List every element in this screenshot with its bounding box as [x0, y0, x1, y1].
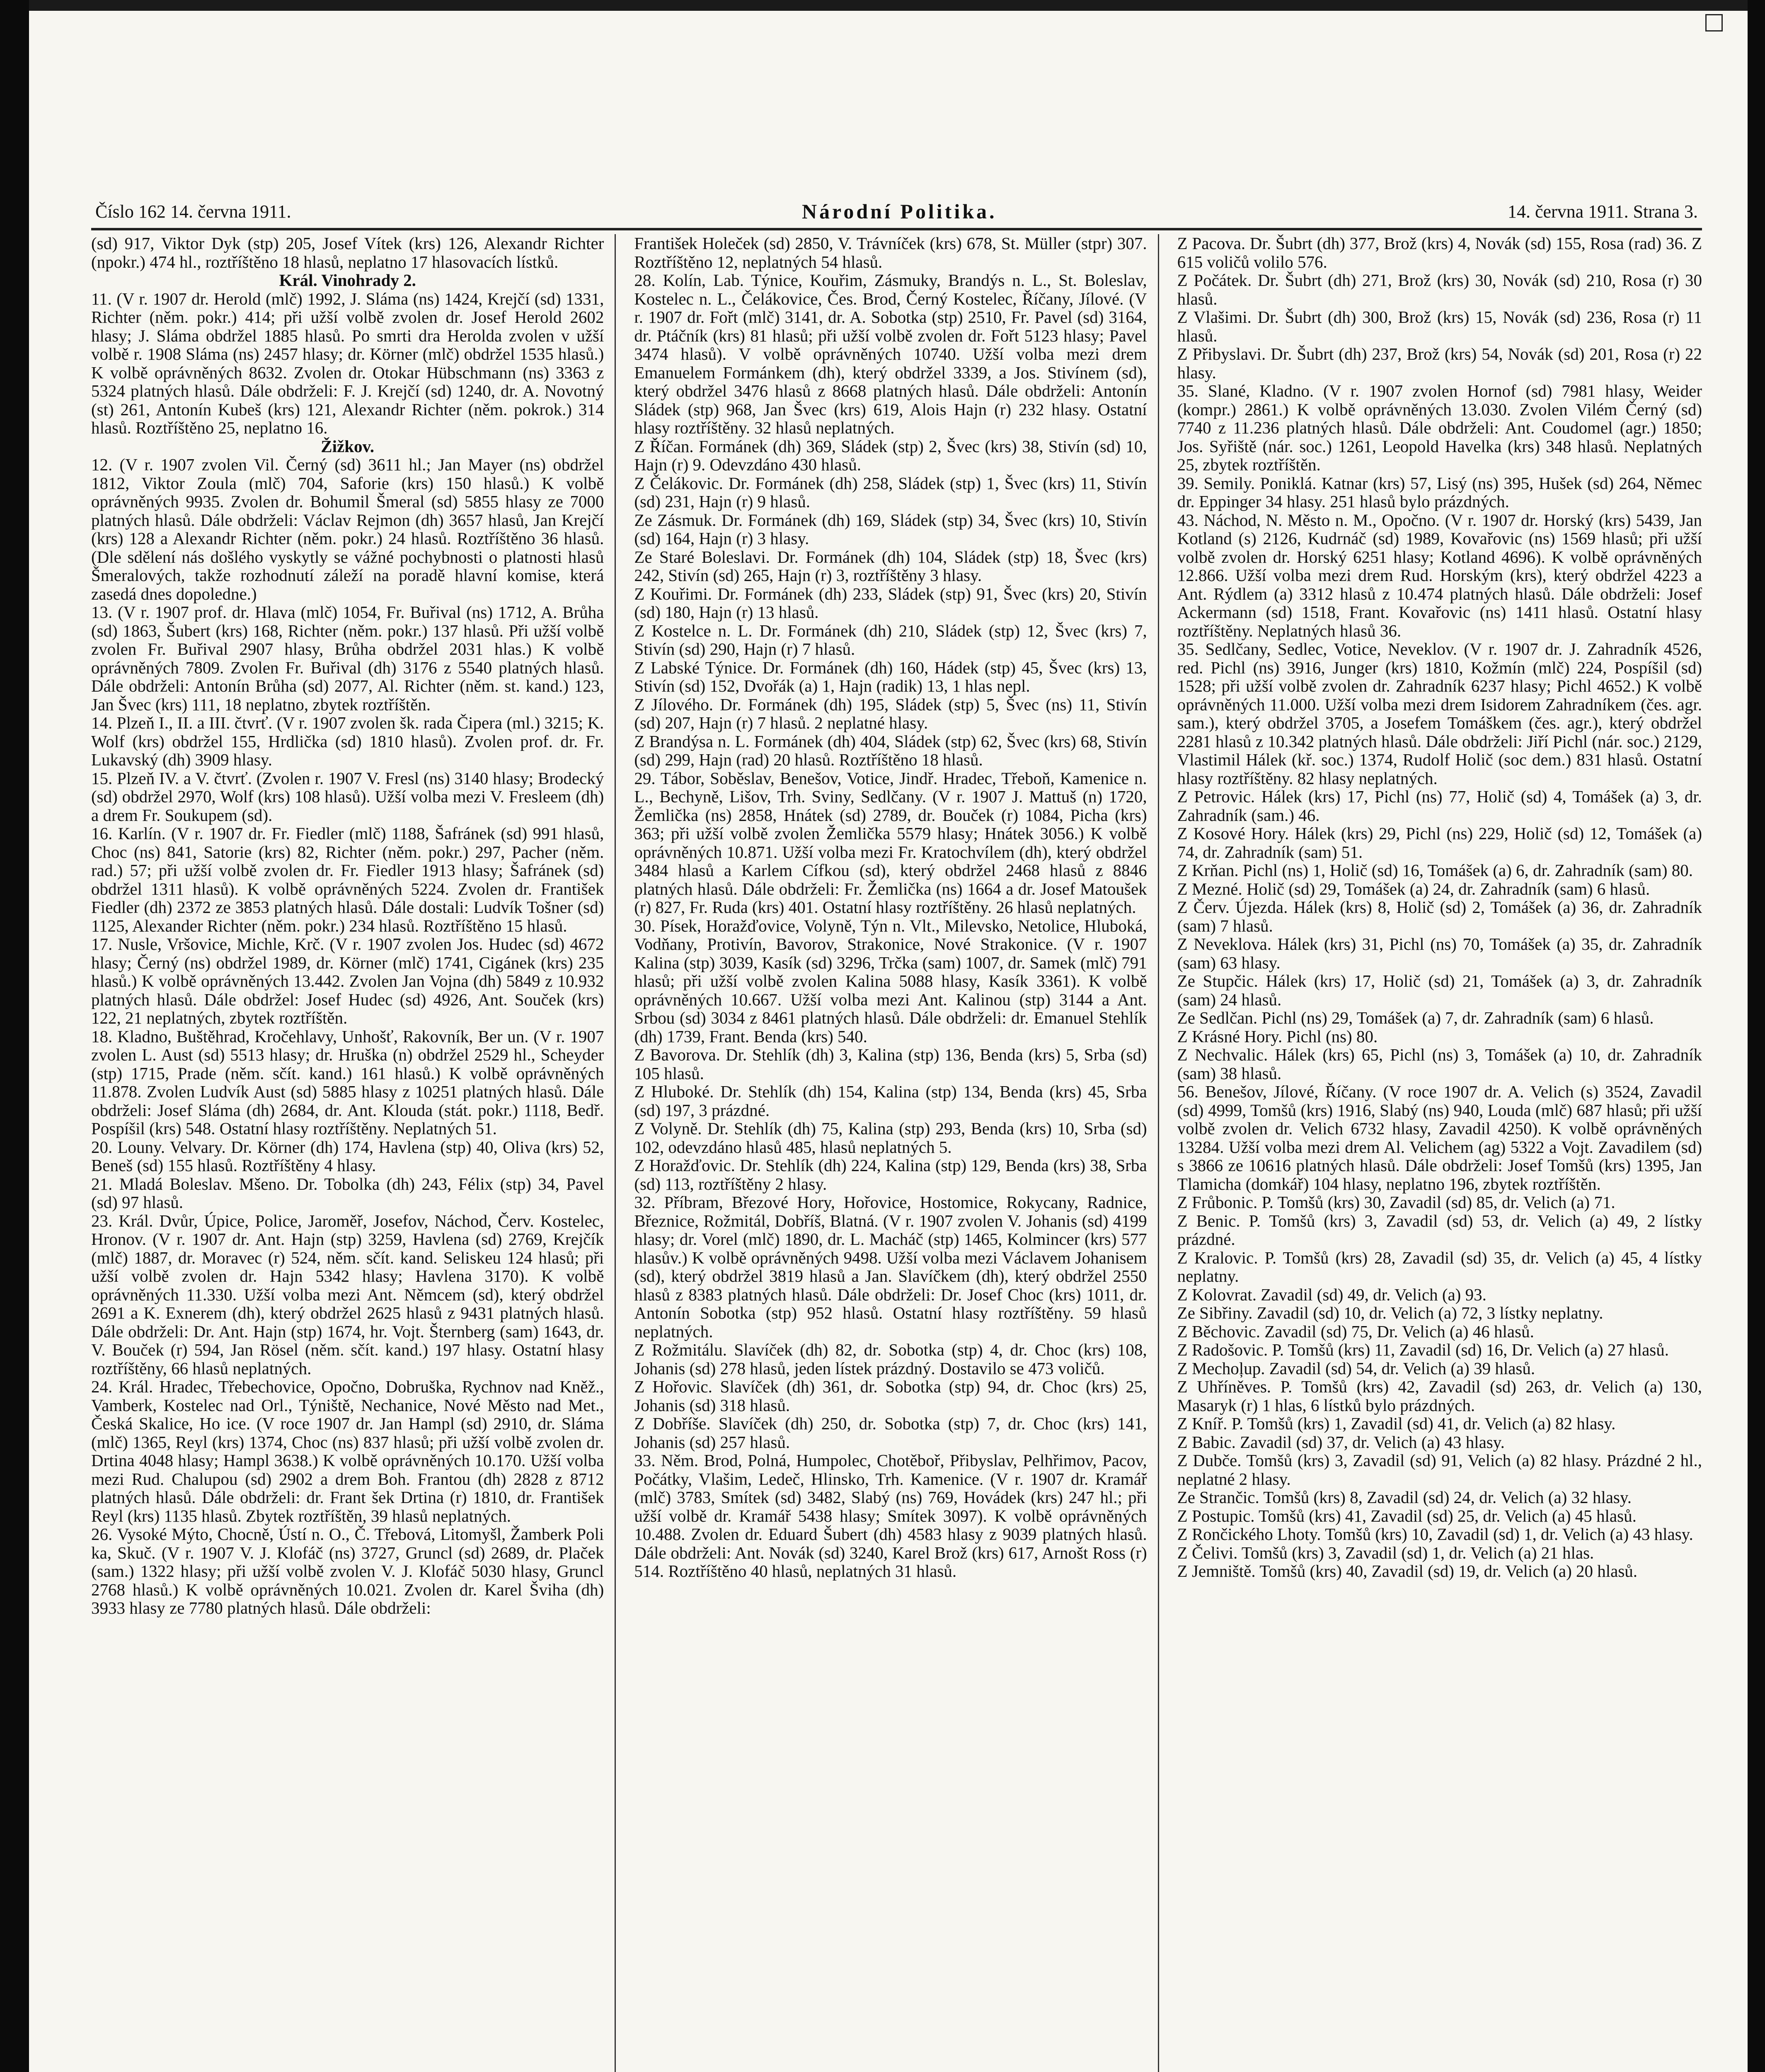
article-paragraph: 35. Slané, Kladno. (V r. 1907 zvolen Hornof (sd) 7981 hlasy, Weider (kompr.) 2861.) K volbě oprávněných 13.030. Zvolen Vilém Černý (sd) 7740 z 11.236 platných hlasů. Dále obdrželi: Ant. Coudomel (agr.) 1850; Jos. Syřiště (nár. soc.) 1261, Leopold Havelka (krs) 348 hlasů. Neplatných 25, zbytek roztříštěn. — [1177, 381, 1707, 474]
article-paragraph: Ze Zásmuk. Dr. Formánek (dh) 169, Sládek (stp) 34, Švec (krs) 10, Stivín (sd) 164, Hajn (r) 3 hlasy. — [634, 510, 1151, 548]
column-3 — [1177, 234, 1707, 2072]
article-paragraph: Z Kníř. P. Tomšů (krs) 1, Zavadil (sd) 41, dr. Velich (a) 82 hlasy. — [1177, 1414, 1616, 1433]
article-paragraph: Z Petrovic. Hálek (krs) 17, Pichl (ns) 77, Holič (sd) 4, Tomášek (a) 3, dr. Zahradník (sam.) 46. — [1177, 787, 1707, 825]
header-page-number: 14. června 1911. Strana 3. — [1507, 201, 1698, 222]
article-paragraph: Z Radošovic. P. Tomšů (krs) 11, Zavadil (sd) 16, Dr. Velich (a) 27 hlasů. — [1177, 1340, 1669, 1359]
article-paragraph: Z Mechoļup. Zavadil (sd) 54, dr. Velich (a) 39 hlasů. — [1177, 1358, 1535, 1378]
article-paragraph: 29. Tábor, Soběslav, Benešov, Votice, Jindř. Hradec, Třeboň, Kamenice n. L., Bechyně, Lišov, Trh. Sviny, Sedlčany. (V r. 1907 J. Mattuš (n) 1720, Žemlička (ns) 2858, Hnátek (sd) 2789, dr. Bouček (r) 1084, Picha (krs) 363; při užší volbě zvolen Žemlička 5579 hlasy; Hnátek 3056.) K volbě oprávněných 10.871. Užší volba mezi Fr. Kratochvílem (dh), který obdržel 3484 hlasů a Karlem Cífkou (sd), který obdržel 2468 hlasů z 8846 platných hlasů. Dále obdrželi: Fr. Žemlička (ns) 1664 a dr. Josef Matoušek (r) 827, Fr. Ruda (krs) 401. Ostatní hlasy roztříštěny. 26 hlasů neplatných. — [634, 768, 1151, 917]
section-heading: Žižkov. — [321, 436, 375, 456]
article-paragraph: 18. Kladno, Buštěhrad, Kročehlavy, Unhošť, Rakovník, Ber un. (V r. 1907 zvolen L. Aust (sd) 5513 hlasy; dr. Hruška (n) obdržel 2529 hl., Scheyder (stp) 1715, Prade (něm. sčít. kand.) 161 hlasů.) K volbě oprávněných 11.878. Zvolen Ludvík Aust (sd) 5885 hlasy z 10251 platných hlasů. Dále obdrželi: Josef Sláma (dh) 2684, dr. Ant. Klouda (stát. pokr.) 1118, Bedř. Pospíšil (krs) 548. Ostatní hlasy roztříštěny. Neplatných 51. — [91, 1026, 608, 1138]
article-paragraph: Z Rončického Lhoty. Tomšů (krs) 10, Zavadil (sd) 1, dr. Velich (a) 43 hlasy. — [1177, 1525, 1693, 1544]
page-header — [95, 195, 1698, 228]
article-paragraph: 30. Písek, Horažďovice, Volyně, Týn n. Vlt., Milevsko, Netolice, Hluboká, Vodňany, Protivín, Bavorov, Strakonice, Nové Strakonice. (V r. 1907 Kalina (stp) 3039, Kasík (sd) 3296, Trčka (sam) 1007, dr. Samek (mlč) 791 hlasů; při užší volbě zvolen Kalina 5088 hlasy, Kasík 3361). K volbě oprávněných 10.667. Užší volba mezi Ant. Kalinou (stp) 3144 a Ant. Srbou (sd) 3034 z 8461 platných hlasů. Dále obdrželi: dr. Emanuel Stehlík (dh) 1739, Frant. Benda (krs) 540. — [634, 916, 1151, 1046]
article-paragraph: 13. (V r. 1907 prof. dr. Hlava (mlč) 1054, Fr. Buřival (ns) 1712, A. Brůha (sd) 1863, Šubert (krs) 168, Richter (něm. pokr.) 137 hlasů. Při užší volbě zvolen Fr. Buřival 2907 hlasy, Brůha obdržel 2031 hlas.) K volbě oprávněných 7809. Zvolen Fr. Buřival (dh) 3176 z 5540 platných hlasů. Dále obdrželi: Antonín Brůha (sd) 2077, Al. Richter (něm. st. kand.) 123, Jan Švec (krs) 111, 18 neplatno, zbytek roztříštěn. — [91, 603, 608, 714]
article-paragraph: 24. Král. Hradec, Třebechovice, Opočno, Dobruška, Rychnov nad Kněž., Vamberk, Kostelec nad Orl., Týniště, Nechanice, Nové Město nad Met., Česká Skalice, Ho ice. (V roce 1907 dr. Jan Hampl (sd) 2910, dr. Sláma (mlč) 1365, Reyl (krs) 1374, Choc (ns) 837 hlasů; při užší volbě zvolen dr. Drtina 4048 hlasy; Hampl 3638.) K volbě oprávněných 10.170. Užší volba mezi Rud. Chalupou (sd) 2902 a drem Boh. Frantou (dh) 2828 z 8712 platných hlasů. Dále obdrželi: dr. Frant šek Drtina (r) 1810, dr. František Reyl (krs) 1135 hlasů. Zbytek roztříštěn, 39 hlasů neplatných. — [91, 1377, 608, 1525]
article-paragraph: 33. Něm. Brod, Polná, Humpolec, Chotěboř, Přibyslav, Pelhřimov, Pacov, Počátky, Vlašim, Ledeč, Hlinsko, Trh. Kamenice. (V r. 1907 dr. Kramář (mlč) 3783, Smítek (sd) 3482, Slabý (ns) 769, Hovádek (krs) 247 hl.; při užší volbě dr. Kramář 5438 hlasy; Smítek 3097). K volbě oprávněných 10.488. Zvolen dr. Eduard Šubert (dh) 4583 hlasy z 9039 platných hlasů. Dále obdrželi: Ant. Novák (sd) 3240, Karel Brož (krs) 617, Arnošt Ross (r) 514. Roztříštěno 40 hlasů, neplatných 31 hlasů. — [634, 1451, 1151, 1581]
article-paragraph: Z Uhříněves. P. Tomšů (krs) 42, Zavadil (sd) 263, dr. Velich (a) 130, Masaryk (r) 1 hlas, 6 lístků bylo prázdných. — [1177, 1377, 1707, 1415]
article-paragraph: Z Bavorova. Dr. Stehlík (dh) 3, Kalina (stp) 136, Benda (krs) 5, Srba (sd) 105 hlasů. — [634, 1045, 1151, 1083]
article-paragraph: 35. Sedlčany, Sedlec, Votice, Neveklov. (V r. 1907 dr. J. Zahradník 4526, red. Pichl (ns) 3916, Junger (krs) 1810, Kožmín (mlč) 224, Pospíšil (sd) 1528; při užší volbě zvolen dr. Zahradník 6237 hlasy; Pichl 4652.) K volbě oprávněných 11.000. Užší volba mezi drem Isidorem Zahradníkem (čes. agr. sam.), který obdržel 3705, a Josefem Tomáškem (čes. agr.), který obdržel 2281 hlasů z 10.342 platných hlasů. Dále obdrželi: Jiří Pichl (nár. soc.) 2129, Vlastimil Hálek (kř. soc.) 1374, Rudolf Holič (soc dem.) 831 hlasů. Ostatní hlasy roztříštěny. 82 hlasy neplatných. — [1177, 639, 1707, 788]
section-heading: Král. Vinohrady 2. — [279, 271, 416, 290]
text-columns — [91, 234, 1707, 2072]
article-paragraph: Ze Stupčic. Hálek (krs) 17, Holič (sd) 21, Tomášek (a) 3, dr. Zahradník (sam) 24 hlasů. — [1177, 971, 1707, 1009]
article-paragraph: 17. Nusle, Vršovice, Michle, Krč. (V r. 1907 zvolen Jos. Hudec (sd) 4672 hlasy; Černý (ns) obdržel 1989, dr. Körner (mlč) 1741, Cigánek (krs) 235 hlasů.) K volbě oprávněných 13.442. Zvolen Jan Vojna (dh) 5849 z 10.932 platných hlasů. Dále obdržel: Josef Hudec (sd) 4926, Ant. Souček (krs) 122, 21 neplatných, zbytek roztříštěn. — [91, 934, 608, 1027]
article-paragraph: Z Krňan. Pichl (ns) 1, Holič (sd) 16, Tomášek (a) 6, dr. Zahradník (sam) 80. — [1177, 861, 1693, 880]
article-paragraph: Z Červ. Újezda. Hálek (krs) 8, Holič (sd) 2, Tomášek (a) 36, dr. Zahradník (sam) 7 hlasů. — [1177, 898, 1707, 935]
article-paragraph: Z Říčan. Formánek (dh) 369, Sládek (stp) 2, Švec (krs) 38, Stivín (sd) 10, Hajn (r) 9. Odevzdáno 430 hlasů. — [634, 436, 1151, 474]
article-paragraph: Z Běchovic. Zavadil (sd) 75, Dr. Velich (a) 46 hlasů. — [1177, 1322, 1534, 1341]
article-paragraph: Z Vlašimi. Dr. Šubrt (dh) 300, Brož (krs) 15, Novák (sd) 236, Rosa (r) 11 hlasů. — [1177, 307, 1707, 345]
article-paragraph: Z Benic. P. Tomšů (krs) 3, Zavadil (sd) 53, dr. Velich (a) 49, 2 lístky prázdné. — [1177, 1211, 1707, 1249]
article-paragraph: Z Pacova. Dr. Šubrt (dh) 377, Brož (krs) 4, Novák (sd) 155, Rosa (rad) 36. Z 615 voličů volilo 576. — [1177, 234, 1707, 271]
article-paragraph: 32. Příbram, Březové Hory, Hořovice, Hostomice, Rokycany, Radnice, Březnice, Rožmitál, Dobříš, Blatná. (V r. 1907 zvolen V. Johanis (sd) 4199 hlasy; dr. Vorel (mlč) 1890, dr. L. Macháč (stp) 1465, Kolmincer (krs) 577 hlasův.) K volbě oprávněných 9498. Užší volba mezi Václavem Johanisem (sd), který obdržel 3819 hlasů a Jan. Slavíčkem (dh), který obdržel 2550 hlasů z 8383 platných hlasů. Dále obdrželi: Dr. Josef Choc (krs) 1011, dr. Antonín Sobotka (stp) 952 hlasů. Ostatní hlasy roztříštěny. 59 hlasů neplatných. — [634, 1193, 1151, 1341]
article-paragraph: 56. Benešov, Jílové, Říčany. (V roce 1907 dr. A. Velich (s) 3524, Zavadil (sd) 4999, Tomšů (krs) 1916, Slabý (ns) 940, Louda (mlč) 687 hlasů; při užší volbě zvolen dr. Velich 6732 hlasy, Zavadil 4250). K volbě oprávněných 13284. Užší volba mezi drem Al. Velichem (ag) 5322 a Vojt. Zavadilem (sd) s 3866 ze 10616 platných hlasů. Dále obdrželi: Josef Tomšů (krs) 1395, Jan Tlamicha (domkář) 104 hlasy, neplatno 196, zbytek roztříštěn. — [1177, 1082, 1707, 1193]
article-paragraph: 15. Plzeň IV. a V. čtvrť. (Zvolen r. 1907 V. Fresl (ns) 3140 hlasy; Brodecký (sd) obdržel 2970, Wolf (krs) 108 hlasů). Užší volba mezi V. Fresleem (dh) a drem Fr. Soukupem (sd). — [91, 768, 608, 825]
article-paragraph: František Holeček (sd) 2850, V. Trávníček (krs) 678, St. Müller (stpr) 307. Roztříštěno 12, neplatných 54 hlasů. — [634, 234, 1151, 271]
article-paragraph: 20. Louny. Velvary. Dr. Körner (dh) 174, Havlena (stp) 40, Oliva (krs) 52, Beneš (sd) 155 hlasů. Roztříštěny 4 hlasy. — [91, 1137, 608, 1175]
article-paragraph: Z Mezné. Holič (sd) 29, Tomášek (a) 24, dr. Zahradník (sam) 6 hlasů. — [1177, 879, 1650, 898]
article-paragraph: Z Volyně. Dr. Stehlík (dh) 75, Kalina (stp) 293, Benda (krs) 10, Srba (sd) 102, odevzdáno hlasů 485, hlasů neplatných 5. — [634, 1119, 1151, 1157]
article-paragraph: 39. Semily. Poniklá. Katnar (krs) 57, Lisý (ns) 395, Hušek (sd) 264, Němec dr. Eppinger 34 hlasy. 251 hlasů bylo prázdných. — [1177, 473, 1707, 511]
article-paragraph: Z Jemniště. Tomšů (krs) 40, Zavadil (sd) 19, dr. Velich (a) 20 hlasů. — [1177, 1561, 1638, 1581]
article-paragraph: Z Počátek. Dr. Šubrt (dh) 271, Brož (krs) 30, Novák (sd) 210, Rosa (r) 30 hlasů. — [1177, 271, 1707, 308]
article-paragraph: Z Kolovrat. Zavadil (sd) 49, dr. Velich (a) 93. — [1177, 1285, 1487, 1304]
article-paragraph: Z Kostelce n. L. Dr. Formánek (dh) 210, Sládek (stp) 12, Švec (krs) 7, Stivín (sd) 290, Hajn (r) 7 hlasů. — [634, 621, 1151, 658]
article-paragraph: Z Hořovic. Slavíček (dh) 361, dr. Sobotka (stp) 94, dr. Choc (krs) 25, Johanis (sd) 318 hlasů. — [634, 1377, 1151, 1415]
article-paragraph: Z Jílového. Dr. Formánek (dh) 195, Sládek (stp) 5, Švec (ns) 11, Stivín (sd) 207, Hajn (r) 7 hlasů. 2 neplatné hlasy. — [634, 695, 1151, 732]
article-paragraph: 21. Mladá Boleslav. Mšeno. Dr. Tobolka (dh) 243, Félix (stp) 34, Pavel (sd) 97 hlasů. — [91, 1174, 608, 1212]
article-paragraph: Ze Sibřiny. Zavadil (sd) 10, dr. Velich (a) 72, 3 lístky neplatny. — [1177, 1303, 1603, 1322]
scan-border-top — [29, 0, 1748, 11]
article-paragraph: Z Kralovic. P. Tomšů (krs) 28, Zavadil (sd) 35, dr. Velich (a) 45, 4 lístky neplatny. — [1177, 1248, 1707, 1285]
article-paragraph: Ze Staré Boleslavi. Dr. Formánek (dh) 104, Sládek (stp) 18, Švec (krs) 242, Stivín (sd) 265, Hajn (r) 3, roztříštěny 3 hlasy. — [634, 547, 1151, 585]
header-rule — [91, 228, 1702, 230]
article-paragraph: Z Horažďovic. Dr. Stehlík (dh) 224, Kalina (stp) 129, Benda (krs) 38, Srba (sd) 113, roztříštěny 2 hlasy. — [634, 1156, 1151, 1193]
article-paragraph: 23. Král. Dvůr, Úpice, Police, Jaroměř, Josefov, Náchod, Červ. Kostelec, Hronov. (V r. 1907 dr. Ant. Hajn (stp) 3259, Havlena (sd) 2769, Krejčík (mlč) 1887, dr. Moravec (r) 524, něm. sčít. kand. Seliskeu 124 hlasů; při užší volbě zvolen dr. Hajn 5342 hlasy; Havlena 3170). K volbě oprávněných 11.330. Užší volba mezi Ant. Němcem (sd), který obdržel 2691 a K. Exnerem (dh), který obdržel 2625 hlasů z 9431 platných hlasů. Dále obdrželi: Dr. Ant. Hajn (stp) 1674, hr. Vojt. Šternberg (sam) 1643, dr. V. Bouček (r) 594, Jan Rösel (něm. sčít. kand.) 197 hlasy. Ostatní hlasy roztříštěny, 66 hlasů neplatných. — [91, 1211, 608, 1378]
corner-mark — [1705, 14, 1723, 31]
article-paragraph: Ze Sedlčan. Pichl (ns) 29, Tomášek (a) 7, dr. Zahradník (sam) 6 hlasů. — [1177, 1008, 1654, 1027]
article-paragraph: Z Brandýsa n. L. Formánek (dh) 404, Sládek (stp) 62, Švec (krs) 68, Stivín (sd) 299, Hajn (rad) 20 hlasů. Roztříštěno 18 hlasů. — [634, 731, 1151, 769]
article-paragraph: Z Babic. Zavadil (sd) 37, dr. Velich (a) 43 hlasy. — [1177, 1432, 1505, 1452]
article-paragraph: Z Labské Týnice. Dr. Formánek (dh) 160, Hádek (stp) 45, Švec (krs) 13, Stivín (sd) 152, Dvořák (a) 1, Hajn (radik) 13, 1 hlas nepl. — [634, 658, 1151, 695]
masthead-title: Národní Politika. — [801, 200, 997, 223]
column-1 — [91, 234, 616, 2072]
article-paragraph: 16. Karlín. (V r. 1907 dr. Fr. Fiedler (mlč) 1188, Šafránek (sd) 991 hlasů, Choc (ns) 841, Satorie (krs) 82, Richter (něm. pokr.) 297, Pacher (něm. rad.) 57; při užší volbě zvolen dr. Fr. Fiedler 1913 hlasy; Šafránek (sd) obdržel 1311 hlasů). K volbě oprávněných 5224. Zvolen dr. František Fiedler (dh) 2372 ze 3853 platných hlasů. Dále dostali: Ludvík Tošner (sd) 1125, Alexander Richter (něm. pokr.) 234 hlasů. Roztříštěno 15 hlasů. — [91, 824, 608, 935]
article-paragraph: (sd) 917, Viktor Dyk (stp) 205, Josef Vítek (krs) 126, Alexandr Richter (npokr.) 474 hl., roztříštěno 18 hlasů, neplatno 17 hlasovacích lístků. — [91, 234, 608, 271]
article-paragraph: Z Nechvalic. Hálek (krs) 65, Pichl (ns) 3, Tomášek (a) 10, dr. Zahradník (sam) 38 hlasů. — [1177, 1045, 1707, 1083]
article-paragraph: Z Neveklova. Hálek (krs) 31, Pichl (ns) 70, Tomášek (a) 35, dr. Zahradník (sam) 63 hlasy. — [1177, 934, 1707, 972]
article-paragraph: Z Přibyslavi. Dr. Šubrt (dh) 237, Brož (krs) 54, Novák (sd) 201, Rosa (r) 22 hlasy. — [1177, 344, 1707, 382]
article-paragraph: Z Postupic. Tomšů (krs) 41, Zavadil (sd) 25, dr. Velich (a) 45 hlasů. — [1177, 1506, 1637, 1525]
article-paragraph: Z Dobříše. Slavíček (dh) 250, dr. Sobotka (stp) 7, dr. Choc (krs) 141, Johanis (sd) 257 hlasů. — [634, 1414, 1151, 1452]
article-paragraph: Z Hluboké. Dr. Stehlík (dh) 154, Kalina (stp) 134, Benda (krs) 45, Srba (sd) 197, 3 prázdné. — [634, 1082, 1151, 1120]
article-paragraph: Z Kouřimi. Dr. Formánek (dh) 233, Sládek (stp) 91, Švec (krs) 20, Stivín (sd) 180, Hajn (r) 13 hlasů. — [634, 584, 1151, 622]
article-paragraph: Z Dubče. Tomšů (krs) 3, Zavadil (sd) 91, Velich (a) 82 hlasy. Prázdné 2 hl., neplatné 2 hlasy. — [1177, 1451, 1707, 1489]
article-paragraph: 12. (V r. 1907 zvolen Vil. Černý (sd) 3611 hl.; Jan Mayer (ns) obdržel 1812, Viktor Zoula (mlč) 704, Saforie (krs) 150 hlasů.) K volbě oprávněných 9935. Zvolen dr. Bohumil Šmeral (sd) 5855 hlasy ze 7000 platných hlasů. Dále obdrželi: Václav Rejmon (dh) 3657 hlasů, Jan Krejčí (krs) 128 a Alexandr Richter (něm. pokr.) 24 hlasů. Roztříštěno 36 hlasů. (Dle sdělení nás došlého vyskytly se vážné pochybnosti o platnosti hlasů Šmeralových, takže rozhodnutí záleží na poradě hlavní komise, která zasedá dnes dopoledne.) — [91, 455, 608, 603]
article-paragraph: Z Frůbonic. P. Tomšů (krs) 30, Zavadil (sd) 85, dr. Velich (a) 71. — [1177, 1193, 1615, 1212]
article-paragraph: 14. Plzeň I., II. a III. čtvrť. (V r. 1907 zvolen šk. rada Čipera (ml.) 3215; K. Wolf (krs) obdržel 155, Hrdlička (sd) 1810 hlasů). Zvolen prof. dr. Fr. Lukavský (dh) 3909 hlasy. — [91, 713, 608, 769]
article-paragraph: 43. Náchod, N. Město n. M., Opočno. (V r. 1907 dr. Horský (krs) 5439, Jan Kotland (s) 2126, Kudrnáč (sd) 1989, Kovařovic (ns) 1569 hlasů; při užší volbě zvolen dr. Horský 6251 hlasy; Kotland 4696). K volbě oprávněných 12.866. Užší volba mezi drem Rud. Horským (krs), který obdržel 4223 a Ant. Rýdlem (a) 3312 hlasů z 10.474 platných hlasů. Dále obdrželi: Josef Ackermann (sd) 1518, Frant. Kovařovic (ns) 1411 hlasů. Ostatní hlasy roztříštěny. Neplatných hlasů 36. — [1177, 510, 1707, 640]
article-paragraph: Z Čelivi. Tomšů (krs) 3, Zavadil (sd) 1, dr. Velich (a) 21 hlas. — [1177, 1543, 1594, 1562]
article-paragraph: Z Kosové Hory. Hálek (krs) 29, Pichl (ns) 229, Holič (sd) 12, Tomášek (a) 74, dr. Zahradník (sam) 51. — [1177, 824, 1707, 862]
article-paragraph: Z Krásné Hory. Pichl (ns) 80. — [1177, 1026, 1378, 1046]
article-paragraph: 11. (V r. 1907 dr. Herold (mlč) 1992, J. Sláma (ns) 1424, Krejčí (sd) 1331, Richter (něm. pokr.) 414; při užší volbě zvolen dr. Josef Herold 2602 hlasy; J. Sláma obdržel 1885 hlasů. Po smrti dra Herolda zvolen v užší volbě r. 1908 Sláma (ns) 2457 hlasy; dr. Körner (mlč) obdržel 1535 hlasů.) K volbě oprávněných 8632. Zvolen dr. Otokar Hübschmann (ns) 3363 z 5324 platných hlasů. Dále obdrželi: F. J. Krejčí (sd) 1240, dr. A. Novotný (st) 261, Antonín Kubeš (krs) 121, Alexandr Richter (něm. pokrok.) 314 hlasů. Roztříštěno 25, neplatno 16. — [91, 289, 608, 437]
article-paragraph: 26. Vysoké Mýto, Chocně, Ústí n. O., Č. Třebová, Litomyšl, Žamberk Poli ka, Skuč. (V r. 1907 V. J. Klofáč (ns) 3727, Gruncl (sd) 2689, dr. Plaček (sam.) 1322 hlasy; při užší volbě zvolen V. J. Klofáč 5030 hlasy, Gruncl 2768 hlasů.) K volbě oprávněných 10.021. Zvolen dr. Karel Šviha (dh) 3933 hlasy ze 7780 platných hlasů. Dále obdrželi: — [91, 1525, 608, 1617]
article-paragraph: Z Rožmitálu. Slavíček (dh) 82, dr. Sobotka (stp) 4, dr. Choc (krs) 108, Johanis (sd) 278 hlasů, jeden lístek prázdný. Dostavilo se 473 voličů. — [634, 1340, 1151, 1378]
article-paragraph: Ze Strančic. Tomšů (krs) 8, Zavadil (sd) 24, dr. Velich (a) 32 hlasy. — [1177, 1488, 1632, 1507]
article-paragraph: 28. Kolín, Lab. Týnice, Kouřim, Zásmuky, Brandýs n. L., St. Boleslav, Kostelec n. L., Čelákovice, Čes. Brod, Černý Kostelec, Říčany, Jílové. (V r. 1907 dr. Fořt (mlč) 3141, dr. A. Sobotka (stp) 2510, Fr. Pavel (sd) 3164, dr. Ptáčník (krs) 81 hlasů; při užší volbě zvolen dr. Fořt 5123 hlasy; Pavel 3474 hlasů). V volbě oprávněných 10740. Užší volba mezi drem Emanuelem Formánkem (dh), který obdržel 3339, a Jos. Stivínem (sd), který obdržel 3476 hlasů z 8668 platných hlasů. Dále obdrželi: Antonín Sládek (stp) 968, Jan Švec (krs) 619, Alois Hajn (r) 232 hlasy. Ostatní hlasy roztříštěny. 32 hlasů neplatných. — [634, 271, 1151, 437]
article-paragraph: Z Čelákovic. Dr. Formánek (dh) 258, Sládek (stp) 1, Švec (krs) 11, Stivín (sd) 231, Hajn (r) 9 hlasů. — [634, 473, 1151, 511]
header-issue-date: Číslo 162 14. června 1911. — [95, 201, 291, 222]
column-2 — [634, 234, 1159, 2072]
